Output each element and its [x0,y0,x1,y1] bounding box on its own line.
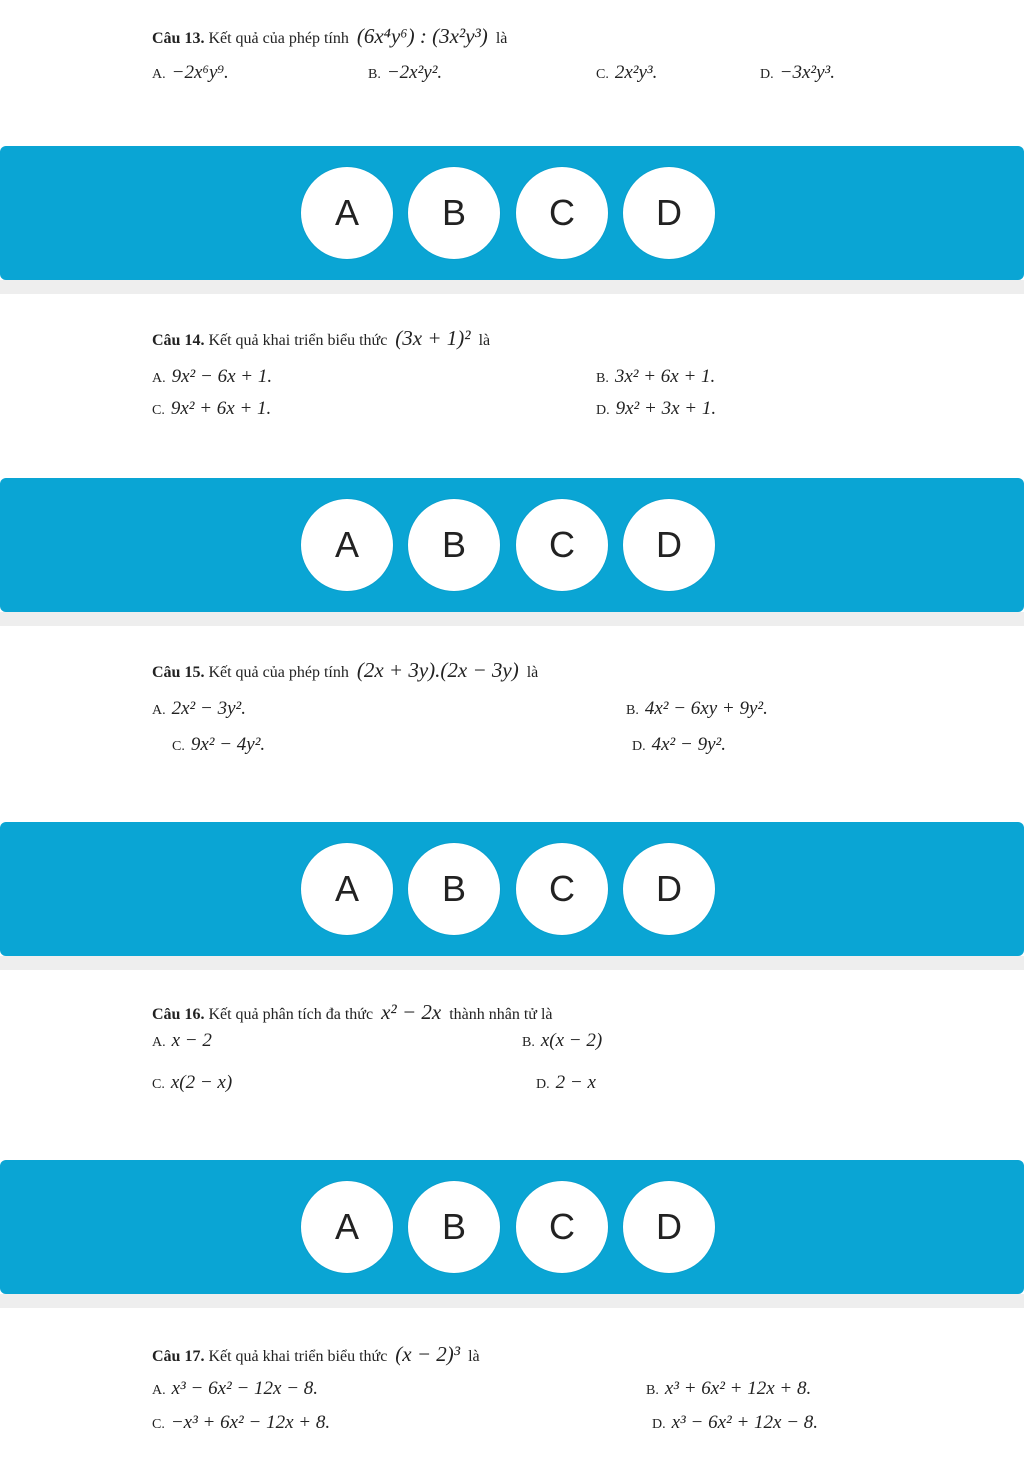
answer-button-b[interactable]: B [408,167,500,259]
question-label: Câu 13. [152,30,205,47]
option-a: A. x³ − 6x² − 12x − 8. [152,1378,319,1399]
question-text: Kết quả khai triển biểu thức [208,1348,388,1365]
option-a: A. x − 2 [152,1030,212,1051]
question-card-17 [0,1308,1024,1468]
answer-button-c[interactable]: C [516,843,608,935]
question-card-13 [0,0,1024,146]
question-expression: (x − 2)³ [395,1342,461,1366]
option-b: B. −2x²y². [368,62,443,83]
answer-button-c[interactable]: C [516,499,608,591]
separator [0,280,1024,294]
option-d: D. −3x²y³. [760,62,835,83]
answer-button-a[interactable]: A [301,843,393,935]
question-card-16 [0,970,1024,1160]
option-b: B. x(x − 2) [522,1030,603,1051]
option-b: B. 4x² − 6xy + 9y². [626,698,768,719]
option-c: C. 9x² − 4y². [172,734,266,755]
answer-button-d[interactable]: D [623,167,715,259]
answer-bar-14 [0,478,1024,612]
question-card-14 [0,294,1024,478]
answer-button-b[interactable]: B [408,843,500,935]
question-stem-16 [152,1000,553,1025]
answer-button-a[interactable]: A [301,167,393,259]
answer-bar-13 [0,146,1024,280]
separator [0,956,1024,970]
option-a: A. 2x² − 3y². [152,698,246,719]
option-c: C. 9x² + 6x + 1. [152,398,272,419]
option-d: D. x³ − 6x² + 12x − 8. [652,1412,819,1433]
question-expression: (3x + 1)² [395,326,471,350]
option-d: D. 9x² + 3x + 1. [596,398,717,419]
question-stem-15 [152,658,538,683]
question-stem-17 [152,1342,480,1367]
answer-bar-15 [0,822,1024,956]
question-suffix: là [468,1348,480,1365]
question-label: Câu 15. [152,664,205,681]
question-suffix: là [495,30,508,47]
separator [0,612,1024,626]
question-suffix: thành nhân tử là [449,1006,553,1023]
question-expression: (2x + 3y).(2x − 3y) [356,658,519,682]
option-c: C. −x³ + 6x² − 12x + 8. [152,1412,331,1433]
answer-bar-16 [0,1160,1024,1294]
separator [0,1294,1024,1308]
answer-button-a[interactable]: A [301,1181,393,1273]
question-text: Kết quả của phép tính [208,664,349,681]
answer-button-a[interactable]: A [301,499,393,591]
question-label: Câu 14. [152,332,205,349]
question-stem-13 [152,24,507,49]
question-text: Kết quả khai triển biểu thức [208,332,388,349]
answer-button-c[interactable]: C [516,167,608,259]
answer-button-c[interactable]: C [516,1181,608,1273]
question-suffix: là [478,332,491,349]
question-expression: x² − 2x [381,1000,442,1024]
option-d: D. 4x² − 9y². [632,734,726,755]
option-d: D. 2 − x [536,1072,596,1093]
question-text: Kết quả của phép tính [208,30,349,47]
answer-button-d[interactable]: D [623,1181,715,1273]
question-stem-14 [152,326,490,351]
option-c: C. 2x²y³. [596,62,658,83]
question-label: Câu 17. [152,1348,205,1365]
answer-button-b[interactable]: B [408,1181,500,1273]
answer-button-d[interactable]: D [623,499,715,591]
question-expression: (6x⁴y⁶) : (3x²y³) [356,24,488,48]
question-text: Kết quả phân tích đa thức [208,1006,374,1023]
answer-button-d[interactable]: D [623,843,715,935]
option-b: B. 3x² + 6x + 1. [596,366,716,387]
question-suffix: là [526,664,539,681]
answer-button-b[interactable]: B [408,499,500,591]
option-a: A. 9x² − 6x + 1. [152,366,273,387]
question-label: Câu 16. [152,1006,205,1023]
question-card-15 [0,626,1024,822]
option-c: C. x(2 − x) [152,1072,233,1093]
option-a: A. −2x⁶y⁹. [152,62,229,83]
option-b: B. x³ + 6x² + 12x + 8. [646,1378,812,1399]
